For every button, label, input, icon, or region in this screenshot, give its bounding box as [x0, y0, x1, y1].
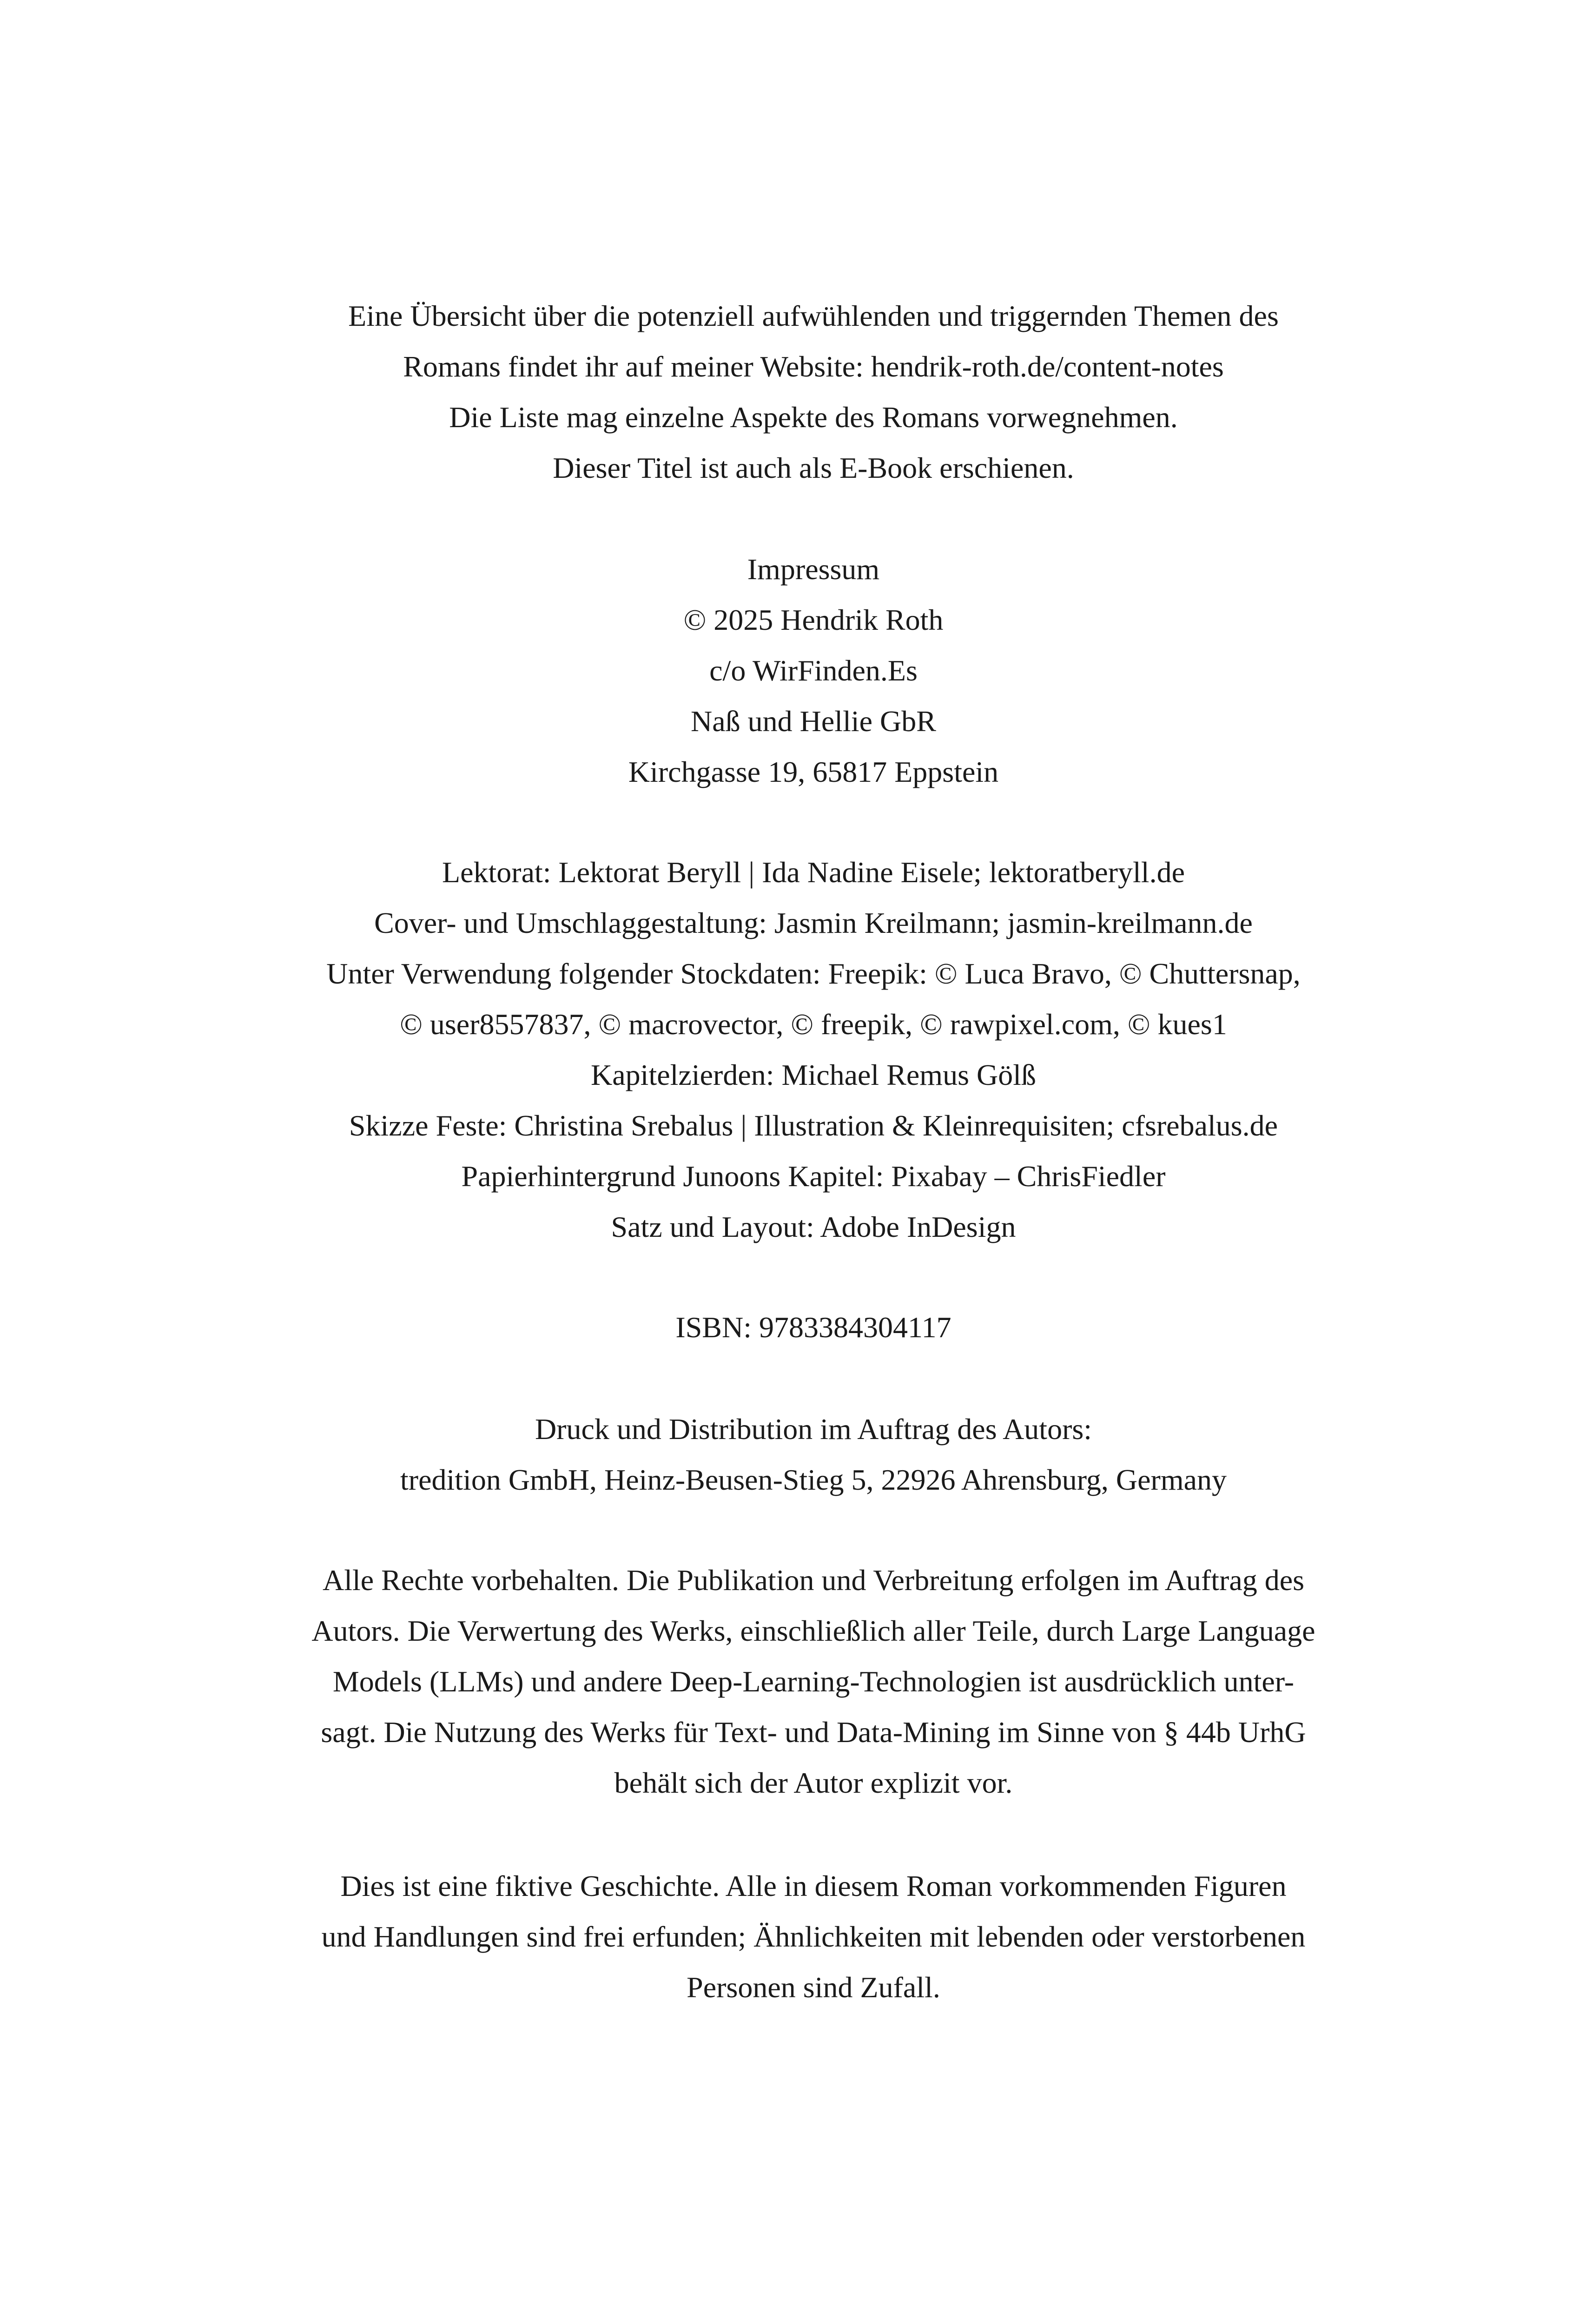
disclaimer-line: Dies ist eine fiktive Geschichte. Alle in diesem Roman vorkommenden Figuren	[340, 1869, 1287, 1902]
credit-line: Unter Verwendung folgender Stockdaten: Freepik: © Luca Bravo, © Chuttersnap,	[326, 957, 1301, 990]
credit-line: Satz und Layout: Adobe InDesign	[611, 1210, 1016, 1243]
rights-line: Alle Rechte vorbehalten. Die Publikation und Verbreitung erfolgen im Auftrag des	[322, 1564, 1305, 1597]
address-line: c/o WirFinden.Es	[709, 654, 918, 687]
content-notes-line: Die Liste mag einzelne Aspekte des Romans vorwegnehmen.	[449, 401, 1178, 434]
rights-line: sagt. Die Nutzung des Werks für Text- und Data-Mining im Sinne von § 44b UrhG	[321, 1716, 1306, 1749]
rights-line: Models (LLMs) und andere Deep-Learning-Technologien ist ausdrücklich unter-	[332, 1665, 1295, 1698]
isbn-block	[279, 1302, 1348, 1353]
credit-line: Kapitelzierden: Michael Remus Gölß	[591, 1058, 1036, 1091]
credits-block	[279, 847, 1348, 1252]
rights-line: behält sich der Autor explizit vor.	[614, 1766, 1013, 1799]
content-notes-block	[279, 290, 1348, 493]
address-line: Kirchgasse 19, 65817 Eppstein	[628, 755, 999, 788]
rights-line: Autors. Die Verwertung des Werks, einschließlich aller Teile, durch Large Language	[311, 1614, 1315, 1647]
content-notes-line: Eine Übersicht über die potenziell aufwühlenden und triggernden Themen des	[348, 299, 1279, 332]
credit-line: Lektorat: Lektorat Beryll | Ida Nadine Eisele; lektoratberyll.de	[442, 856, 1185, 889]
credit-line: Cover- und Umschlaggestaltung: Jasmin Kreilmann; jasmin-kreilmann.de	[374, 906, 1253, 939]
print-distribution-block	[279, 1404, 1348, 1505]
print-line: Druck und Distribution im Auftrag des Autors:	[535, 1413, 1092, 1446]
print-line: tredition GmbH, Heinz-Beusen-Stieg 5, 22926 Ahrensburg, Germany	[400, 1463, 1227, 1496]
credit-line: © user8557837, © macrovector, © freepik, © rawpixel.com, © kues1	[400, 1008, 1227, 1041]
address-line: Naß und Hellie GbR	[691, 705, 936, 738]
rights-block	[279, 1555, 1348, 1808]
credit-line: Papierhintergrund Junoons Kapitel: Pixabay – ChrisFiedler	[461, 1160, 1166, 1193]
impressum-block	[279, 544, 1348, 797]
credit-line: Skizze Feste: Christina Srebalus | Illustration & Kleinrequisiten; cfsrebalus.de	[349, 1109, 1278, 1142]
copyright-line: © 2025 Hendrik Roth	[683, 603, 944, 636]
disclaimer-line: Personen sind Zufall.	[687, 1971, 940, 2004]
fiction-disclaimer-block	[279, 1861, 1348, 2013]
ebook-note: Dieser Titel ist auch als E-Book erschienen.	[553, 451, 1074, 484]
content-notes-line: Romans findet ihr auf meiner Website: hendrik-roth.de/content-notes	[403, 350, 1224, 383]
isbn-line: ISBN: 9783384304117	[675, 1311, 951, 1344]
impressum-heading: Impressum	[747, 553, 880, 586]
disclaimer-line: und Handlungen sind frei erfunden; Ähnlichkeiten mit lebenden oder verstorbenen	[321, 1920, 1306, 1953]
